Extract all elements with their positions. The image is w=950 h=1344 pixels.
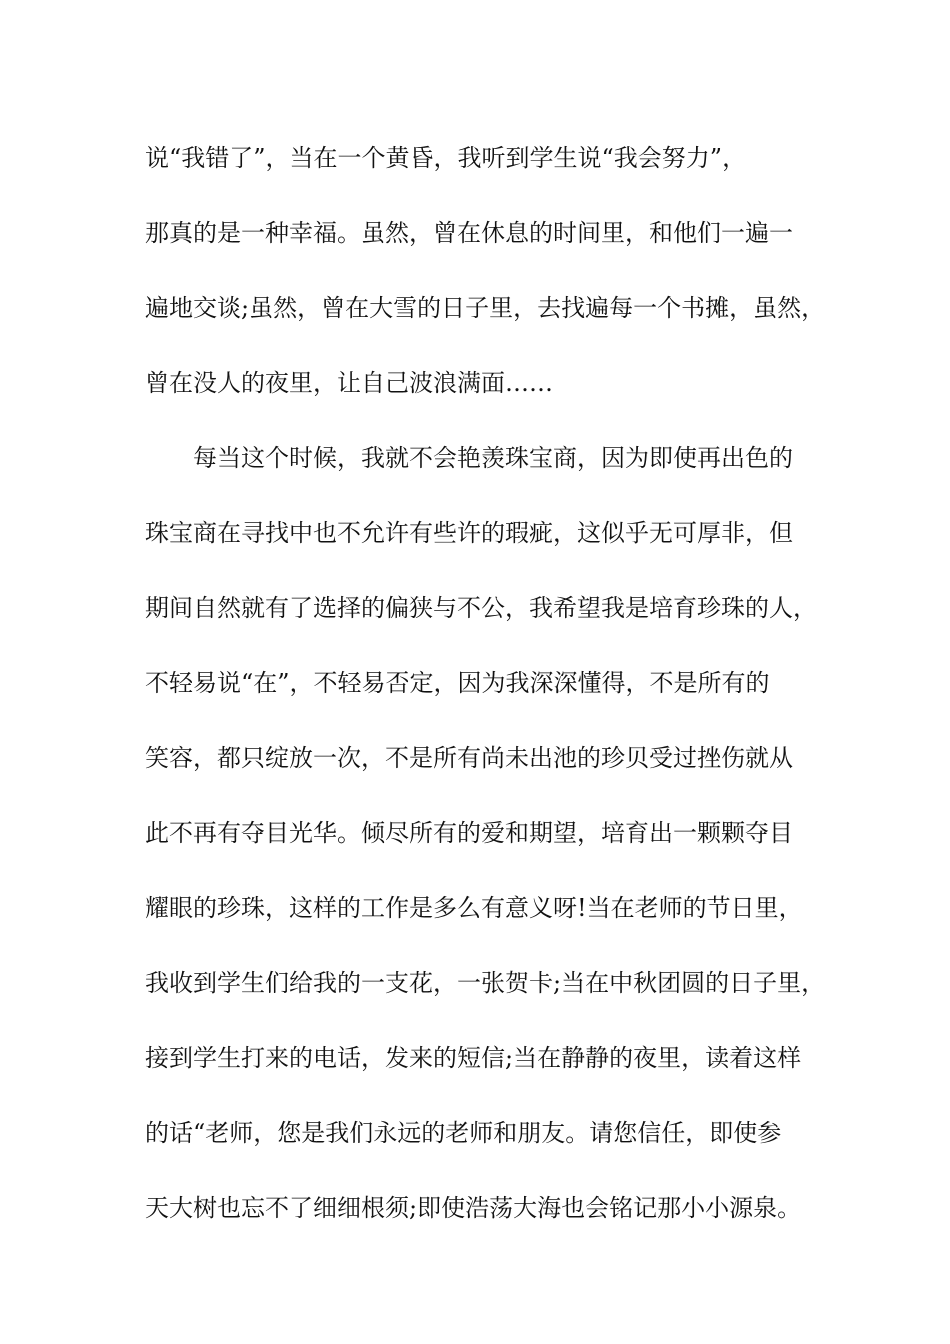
text-line: 此不再有夺目光华。倾尽所有的爱和期望，培育出一颗颗夺目	[145, 819, 793, 847]
text-line: 说“我错了”，当在一个黄昏，我听到学生说“我会努力”，	[145, 144, 747, 172]
text-line: 期间自然就有了选择的偏狭与不公，我希望我是培育珍珠的人，	[145, 594, 817, 622]
text-line: 每当这个时候，我就不会艳羡珠宝商，因为即使再出色的	[193, 444, 793, 472]
text-line: 天大树也忘不了细细根须;即使浩荡大海也会铭记那小小源泉。	[145, 1194, 802, 1222]
text-line: 我收到学生们给我的一支花，一张贺卡;当在中秋团圆的日子里，	[145, 969, 826, 997]
text-line: 珠宝商在寻找中也不允许有些许的瑕疵，这似乎无可厚非，但	[145, 519, 793, 547]
text-line: 遍地交谈;虽然，曾在大雪的日子里，去找遍每一个书摊，虽然，	[145, 294, 826, 322]
text-line: 笑容，都只绽放一次，不是所有尚未出池的珍贝受过挫伤就从	[145, 744, 793, 772]
text-line: 不轻易说“在”，不轻易否定，因为我深深懂得，不是所有的	[145, 669, 770, 697]
text-line: 耀眼的珍珠，这样的工作是多么有意义呀!当在老师的节日里，	[145, 894, 803, 922]
text-line: 接到学生打来的电话，发来的短信;当在静静的夜里，读着这样	[145, 1044, 802, 1072]
text-line: 的话“老师，您是我们永远的老师和朋友。请您信任，即使参	[145, 1119, 782, 1147]
text-line: 曾在没人的夜里，让自己波浪满面……	[145, 369, 553, 397]
text-line: 那真的是一种幸福。虽然，曾在休息的时间里，和他们一遍一	[145, 219, 793, 247]
body-text	[145, 134, 835, 1259]
